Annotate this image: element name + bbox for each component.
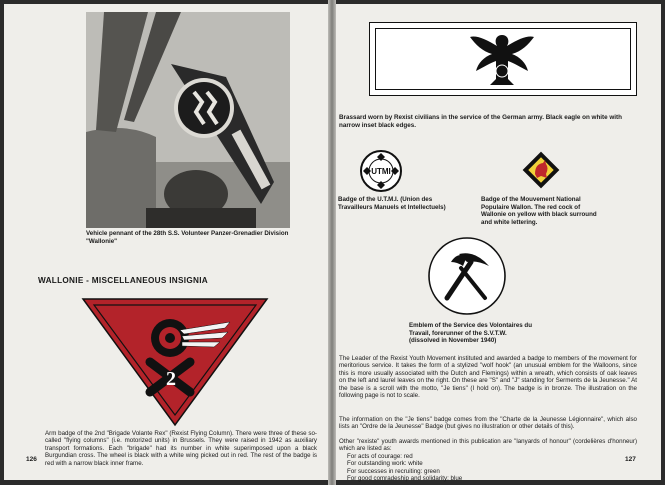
page-number-left: 126 <box>26 456 37 463</box>
utmi-logo-text: UTMI <box>371 167 391 176</box>
pennant-photo <box>86 12 290 228</box>
lanyard-list <box>347 453 627 483</box>
arm-badge-caption: Arm badge of the 2nd "Brigade Volante Rex" (Rexist Flying Column). There were three of these so-called "flying columns" (i.e. motorized units) in Brussels. They were raised in 1942 as auxiliary transport formations. Each "brigade" had its number in white superimposed upon a black Burgundian cross. The wheel is black with a white wing picked out in red. The rest of the badge is red with a narrow black inner frame. <box>45 430 317 467</box>
youth-badge-paragraph: The Leader of the Rexist Youth Movement instituted and awarded a badge to members of the movement for meritorious service. It takes the form of a stylized "wolf hook" (an unusual emblem for the Walloons, since this is more usually associated with the Dutch and Flemings) within a wreath, which consists of oak leaves on the left and laurel leaves on the right. On these are "S" and "J" standing for Serments de la Jeunesse." At the base is a scroll with the motto, "Je tiens" (I hold on). The badge is in bronze. The illustration on the following page is not to scale. <box>339 355 637 400</box>
lanyard-intro: Other "rexiste" youth awards mentioned in this publication are "lanyards of honour" (cordelières d'honneur) which are listed as: <box>339 438 637 453</box>
lanyard-item-recruiting: For successes in recruiting: green <box>347 467 440 475</box>
svtw-emblem-icon <box>427 236 507 316</box>
utmi-badge-icon <box>359 149 403 193</box>
lanyard-item-comradeship: For good comradeship and solidarity: blue <box>347 475 463 483</box>
left-page <box>4 4 330 480</box>
mnpw-badge-icon <box>521 150 561 190</box>
lanyard-item-courage: For acts of courage: red <box>347 453 413 460</box>
utmi-caption: Badge of the U.T.M.I. (Union des Travailleurs Manuels et Intellectuels) <box>338 196 446 211</box>
section-heading: WALLONIE - MISCELLANEOUS INSIGNIA <box>38 276 209 285</box>
mnpw-caption: Badge of the Mouvement National Populaire Wallon. The red cock of Wallonie on yellow with black surround and white lettering. <box>481 196 597 226</box>
right-page <box>333 4 661 483</box>
flying-column-arm-badge <box>80 296 270 428</box>
svtw-caption: Emblem of the Service des Volontaires du Travail, forerunner of the S.V.T.W. (dissolved in November 1940) <box>409 322 532 345</box>
lanyard-item-work: For outstanding work: white <box>347 460 423 468</box>
je-tiens-info-paragraph: The information on the "Je tiens" badge comes from the "Charte de la Jeunesse Légionnaire", which also lists an "Ordre de la Jeunesse" Badge (but gives no illustration or other details of this). <box>339 416 637 431</box>
badge-numeral: 2 <box>166 368 176 390</box>
book-gutter <box>328 0 336 485</box>
brassard-caption: Brassard worn by Rexist civilians in the service of the German army. Black eagle on white with narrow inset black edges. <box>339 114 622 129</box>
eagle-icon <box>466 29 538 89</box>
brassard-image <box>369 22 637 96</box>
pennant-photo-image <box>86 12 290 228</box>
page-number-right: 127 <box>625 456 636 463</box>
pennant-caption: Vehicle pennant of the 28th S.S. Volunteer Panzer-Grenadier Division "Wallonie" <box>86 230 289 245</box>
